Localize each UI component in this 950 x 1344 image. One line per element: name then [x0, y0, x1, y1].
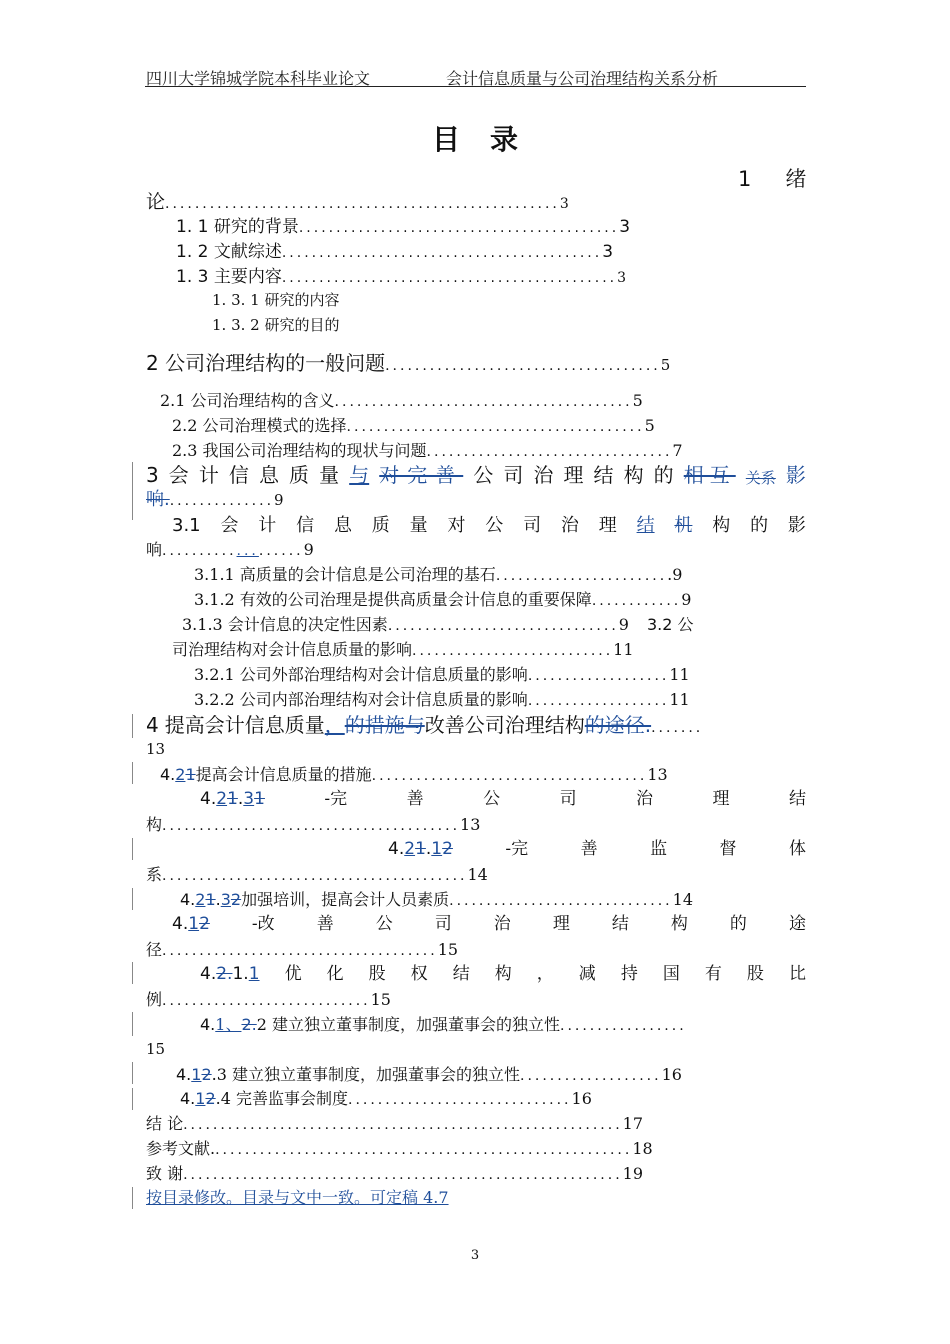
toc-4-1-1: 4.21.31 -完 善 公 司 治 理 结	[200, 789, 806, 809]
toc-4-2-2: 4.1、2.2 建立独立董事制度，加强董事会的独立性.................	[200, 1015, 687, 1034]
revision-insert: 3	[243, 789, 255, 809]
change-bar	[132, 462, 133, 520]
change-bar	[132, 762, 133, 784]
revision-delete: 1	[254, 789, 265, 809]
revision-delete: 的措施与	[344, 713, 425, 737]
toc-3-2-cont: 司治理结构对会计信息质量的影响...........................11	[172, 640, 634, 659]
page-number: 3	[470, 1248, 480, 1263]
header-rule	[145, 86, 806, 87]
toc-3: 3 会 计 信 息 质 量 与 对完善 公 司 治 理 结 构 的 相互 关系 影	[146, 463, 806, 487]
revision-insert: 结	[636, 515, 655, 536]
change-bar	[132, 714, 133, 738]
toc-3-cont: 响...............9	[146, 489, 284, 510]
revision-insert: 2	[175, 765, 186, 784]
revision-insert: 与	[349, 463, 370, 487]
toc-3-2-1: 3.2.1 公司外部治理结构对会计信息质量的影响...................11	[194, 665, 690, 684]
header-right: 会计信息质量与公司治理结构关系分析	[446, 69, 719, 88]
toc-3-1-cont: 响...................9	[146, 540, 314, 559]
revision-delete: 的途径.	[584, 713, 652, 737]
change-bar	[132, 1187, 133, 1209]
change-bar	[132, 888, 133, 910]
revision-insert: 2	[404, 839, 416, 859]
toc-1-3-1: 1. 3. 1 研究的内容	[212, 291, 340, 309]
revision-delete: 关系	[745, 468, 776, 487]
toc-4-1-2-cont: 系.........................................14	[146, 865, 488, 884]
toc-2-2: 2.2 公司治理模式的选择........................................5	[172, 416, 655, 435]
revision-delete: 2.	[241, 1015, 257, 1034]
toc-1-2: 1. 2 文献综述...........................................3	[176, 242, 614, 262]
revision-note: 按目录修改。目录与文中一致。可定稿 4.7	[146, 1188, 449, 1207]
toc-4-2-1-cont: 例............................15	[146, 990, 391, 1009]
toc-4-1-2: 4.21.12 -完 善 监 督 体	[388, 839, 806, 859]
toc-4-1-3: 4.21.32加强培训，提高会计人员素质..............................14	[180, 890, 693, 909]
revision-delete: 2.	[216, 964, 233, 984]
change-bar	[132, 1088, 133, 1110]
change-bar	[132, 1062, 133, 1084]
revision-delete: 2	[230, 890, 242, 909]
revision-insert: 1、	[215, 1015, 242, 1034]
revision-delete: 2	[201, 1065, 212, 1084]
toc-3-2-2: 3.2.2 公司内部治理结构对会计信息质量的影响...................11	[194, 690, 690, 709]
toc-3-1: 3.1 会 计 信 息 质 量 对 公 司 治 理 结 机 构 的 影	[172, 515, 806, 536]
revision-insert: 影	[785, 463, 806, 487]
toc-thanks: 致 谢...........................................................19	[146, 1164, 644, 1183]
revision-insert: 2	[195, 890, 206, 909]
revision-insert: 1	[431, 839, 443, 859]
revision-insert: 1	[188, 914, 200, 934]
revision-insert: 3	[220, 890, 231, 909]
revision-delete: 1	[227, 789, 238, 809]
toc-4-1-1-cont: 构........................................13	[146, 815, 481, 834]
revision-delete: 对完善	[379, 463, 464, 487]
toc-4-2: 4.12 -改 善 公 司 治 理 结 构 的 途	[172, 914, 806, 934]
revision-insert: 2	[216, 789, 228, 809]
toc-2: 2 公司治理结构的一般问题.....................................5	[146, 351, 671, 375]
revision-insert: ...	[236, 543, 259, 559]
toc-4-2-4: 4.12.4 完善监事会制度..............................16	[180, 1089, 592, 1108]
revision-delete: 响.	[146, 489, 170, 510]
revision-delete: 机	[674, 515, 693, 536]
toc-conclusion: 结 论...........................................................17	[146, 1114, 644, 1133]
change-bar	[132, 1012, 133, 1036]
toc-1-3: 1. 3 主要内容.............................................3	[176, 267, 627, 287]
revision-delete: 1	[205, 890, 216, 909]
revision-delete: 2	[205, 1089, 216, 1108]
revision-delete: 1	[415, 839, 426, 859]
toc-1-3-2: 1. 3. 2 研究的目的	[212, 316, 340, 334]
revision-insert: 1	[195, 1089, 206, 1108]
toc-4-2-cont: 径.....................................15	[146, 940, 459, 959]
toc-1-head: 1 绪	[738, 167, 807, 191]
toc-4-page: 13	[146, 740, 166, 758]
toc-1-cont: 论.....................................................3	[146, 191, 569, 213]
toc-4-2-2-page: 15	[146, 1040, 166, 1058]
revision-delete: 2	[442, 839, 453, 859]
toc-4-2-1: 4.2.1.1 优 化 股 权 结 构 ， 减 持 国 有 股 比	[200, 964, 806, 984]
toc-4: 4 提高会计信息质量，的措施与改善公司治理结构的途径........	[146, 713, 704, 737]
toc-2-1: 2.1 公司治理结构的含义........................................5	[160, 391, 643, 410]
toc-4-1: 4.21提高会计信息质量的措施.....................................13	[160, 765, 668, 784]
toc-4-2-3: 4.12.3 建立独立董事制度，加强董事会的独立性...................16	[176, 1065, 682, 1084]
revision-insert: 1	[191, 1065, 202, 1084]
revision-delete: 相互	[683, 463, 736, 487]
toc-3-1-3: 3.1.3 会计信息的决定性因素...............................9 3.2 公	[182, 615, 694, 634]
revision-delete: 2	[199, 914, 210, 934]
toc-2-3: 2.3 我国公司治理结构的现状与问题.................................7	[172, 441, 683, 460]
change-bar	[132, 838, 133, 860]
toc-3-1-1: 3.1.1 高质量的会计信息是公司治理的基石........................9	[194, 565, 683, 584]
revision-insert: 1	[248, 964, 260, 984]
revision-insert: ，	[324, 713, 345, 737]
toc-3-1-2: 3.1.2 有效的公司治理是提供高质量会计信息的重要保障............9	[194, 590, 692, 609]
revision-delete: 1	[185, 765, 196, 784]
header-left: 四川大学锦城学院本科毕业论文	[146, 69, 371, 88]
toc-1-1: 1. 1 研究的背景...........................................3	[176, 217, 631, 237]
toc-references: 参考文献.........................................................18	[146, 1139, 653, 1158]
change-bar	[132, 962, 133, 984]
page-title: 目录	[431, 123, 548, 156]
